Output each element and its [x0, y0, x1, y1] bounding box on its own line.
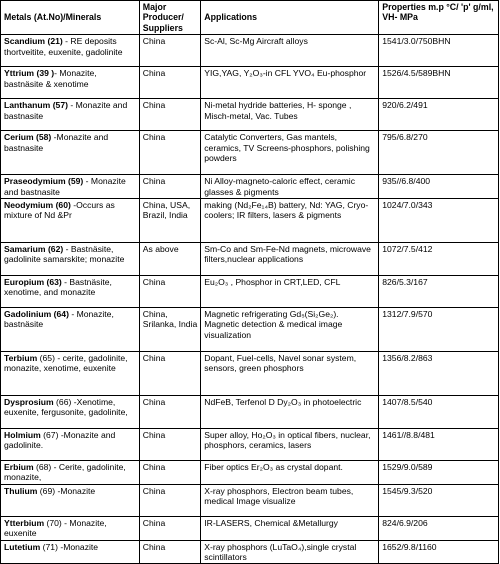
element-name: Lanthanum (57): [4, 100, 68, 111]
header-properties: Properties m.p °C/ 'p' g/ml, VH- MPa: [379, 1, 499, 35]
minerals-text: -Monazite and bastnasite: [4, 132, 109, 153]
applications-cell: Fiber optics Er₂O₃ as crystal dopant.: [201, 461, 379, 485]
properties-cell: 1407/8.5/540: [379, 396, 499, 429]
properties-cell: 1024/7.0/343: [379, 199, 499, 243]
properties-cell: 1545/9.3/520: [379, 484, 499, 516]
element-name: Ytterbium: [4, 517, 45, 528]
element-name: Dysprosium: [4, 397, 54, 408]
table-row: [1, 199, 499, 243]
metal-mineral-cell: [1, 67, 140, 99]
minerals-text: (68) - Cerite, gadolinite, monazite,: [4, 462, 126, 483]
metal-mineral-cell: [1, 540, 140, 564]
element-name: Erbium: [4, 462, 34, 473]
minerals-text: (67) -Monazite and gadolinite.: [4, 430, 116, 451]
element-name: Yttrium (39 ): [4, 68, 55, 79]
metal-mineral-cell: [1, 199, 140, 243]
minerals-text: - Monazite and bastnasite: [4, 176, 126, 197]
metal-mineral-cell: [1, 484, 140, 516]
applications-cell: Dopant, Fuel-cells, Navel sonar system, sensors, green phosphors: [201, 352, 379, 396]
applications-cell: Sc-Al, Sc-Mg Aircraft alloys: [201, 35, 379, 67]
properties-cell: 824/6.9/206: [379, 516, 499, 540]
minerals-text: (69) -Monazite: [37, 485, 96, 496]
table-row: [1, 35, 499, 67]
metal-mineral-cell: [1, 35, 140, 67]
element-name: Terbium: [4, 353, 38, 364]
metal-mineral-cell: [1, 429, 140, 461]
metal-mineral-cell: [1, 461, 140, 485]
minerals-text: - Bastnäsite, xenotime, and monazite: [4, 277, 112, 298]
properties-cell: 935//6.8/400: [379, 175, 499, 199]
table-row: [1, 429, 499, 461]
metal-mineral-cell: [1, 516, 140, 540]
metal-mineral-cell: [1, 396, 140, 429]
properties-cell: 1529/9.0/589: [379, 461, 499, 485]
metal-mineral-cell: [1, 243, 140, 276]
producer-cell: China: [139, 540, 200, 564]
producer-cell: China: [139, 396, 200, 429]
applications-cell: X-ray phosphors, Electron beam tubes, medical Image visualize: [201, 484, 379, 516]
producer-cell: China: [139, 516, 200, 540]
producer-cell: China: [139, 131, 200, 175]
table-row: [1, 461, 499, 485]
metal-mineral-cell: [1, 308, 140, 352]
minerals-text: (70) - Monazite, euxenite: [4, 517, 107, 539]
table-row: [1, 243, 499, 276]
producer-cell: China: [139, 352, 200, 396]
producer-cell: China: [139, 461, 200, 485]
applications-cell: IR-LASERS, Chemical &Metallurgy: [201, 516, 379, 540]
properties-cell: 1312/7.9/570: [379, 308, 499, 352]
table-row: [1, 99, 499, 131]
properties-cell: 795/6.8/270: [379, 131, 499, 175]
table-row: [1, 175, 499, 199]
applications-cell: Ni Alloy-magneto-caloric effect, ceramic glasses & pigments: [201, 175, 379, 199]
element-name: Holmium: [4, 430, 41, 441]
properties-cell: 1526/4.5/589BHN: [379, 67, 499, 99]
properties-cell: 1072/7.5/412: [379, 243, 499, 276]
minerals-text: - Monazite and bastnasite: [4, 100, 128, 121]
element-name: Praseodymium (59): [4, 176, 84, 187]
properties-cell: 826/5.3/167: [379, 276, 499, 308]
minerals-text: - Monazite, bastnäsite & xenotime: [4, 68, 97, 89]
producer-cell: China: [139, 276, 200, 308]
minerals-text: - RE deposits thortveitite, euxenite, gadolinite: [4, 36, 123, 57]
header-metals: Metals (At.No)/Minerals: [1, 1, 140, 35]
applications-cell: Eu₂O₃ , Phosphor in CRT,LED, CFL: [201, 276, 379, 308]
applications-cell: Catalytic Converters, Gas mantels, ceramics, TV Screens-phosphors, polishing powders: [201, 131, 379, 175]
applications-cell: making (Nd₂Fe₁₄B) battery, Nd: YAG, Cryo-coolers; IR filters, lasers & pigments: [201, 199, 379, 243]
minerals-text: - Bastnäsite, gadolinite samarskite; monazite: [4, 244, 125, 265]
minerals-text: (65) - cerite, gadolinite, monazite, xenotime, euxenite: [4, 353, 128, 374]
applications-cell: NdFeB, Terfenol D Dy₂O₃ in photoelectric: [201, 396, 379, 429]
minerals-text: -Occurs as mixture of Nd &Pr: [4, 200, 115, 221]
table-row: [1, 276, 499, 308]
applications-cell: Ni-metal hydride batteries, H- sponge , Misch-metal, Vac. Tubes: [201, 99, 379, 131]
metal-mineral-cell: [1, 131, 140, 175]
producer-cell: China: [139, 35, 200, 67]
properties-cell: 1541/3.0/750BHN: [379, 35, 499, 67]
producer-cell: As above: [139, 243, 200, 276]
metal-mineral-cell: [1, 352, 140, 396]
applications-cell: Super alloy, Ho₂O₃ in optical fibers, nuclear, phosphors, ceramics, lasers: [201, 429, 379, 461]
element-name: Scandium (21): [4, 36, 63, 47]
minerals-text: - Monazite, bastnäsite: [4, 309, 114, 330]
header-producer: Major Producer/ Suppliers: [139, 1, 200, 35]
element-name: Thulium: [4, 485, 38, 496]
minerals-text: (66) -Xenotime, euxenite, fergusonite, gadolinite,: [4, 397, 128, 418]
applications-cell: Sm-Co and Sm-Fe-Nd magnets, microwave filters,nuclear applications: [201, 243, 379, 276]
minerals-text: (71) -Monazite: [40, 541, 99, 552]
producer-cell: China: [139, 175, 200, 199]
metal-mineral-cell: [1, 99, 140, 131]
table-row: [1, 516, 499, 540]
properties-cell: 1652/9.8/1160: [379, 540, 499, 564]
table-row: [1, 484, 499, 516]
table-row: [1, 352, 499, 396]
header-row: [1, 1, 499, 35]
table-row: [1, 67, 499, 99]
properties-cell: 1461//8.8/481: [379, 429, 499, 461]
element-name: Cerium (58): [4, 132, 52, 143]
metal-mineral-cell: [1, 175, 140, 199]
table-row: [1, 540, 499, 564]
producer-cell: China: [139, 429, 200, 461]
element-name: Neodymium (60): [4, 200, 71, 211]
properties-cell: 1356/8.2/863: [379, 352, 499, 396]
applications-cell: YIG,YAG, Y₂O₃-in CFL YVO₄ Eu-phosphor: [201, 67, 379, 99]
element-name: Gadolinium (64): [4, 309, 69, 320]
properties-cell: 920/6.2/491: [379, 99, 499, 131]
producer-cell: China: [139, 99, 200, 131]
table-row: [1, 396, 499, 429]
header-applications: Applications: [201, 1, 379, 35]
applications-cell: Magnetic refrigerating Gd₅(Si₂Ge₂). Magnetic detection & medical image visualization: [201, 308, 379, 352]
metal-mineral-cell: [1, 276, 140, 308]
applications-cell: X-ray phosphors (LuTaO₄),single crystal scintillators: [201, 540, 379, 564]
producer-cell: China: [139, 484, 200, 516]
element-name: Samarium (62): [4, 244, 64, 255]
element-name: Europium (63): [4, 277, 62, 288]
producer-cell: China, Srilanka, India: [139, 308, 200, 352]
table-row: [1, 131, 499, 175]
table-row: [1, 308, 499, 352]
element-name: Lutetium: [4, 541, 41, 552]
producer-cell: China: [139, 67, 200, 99]
producer-cell: China, USA, Brazil, India: [139, 199, 200, 243]
